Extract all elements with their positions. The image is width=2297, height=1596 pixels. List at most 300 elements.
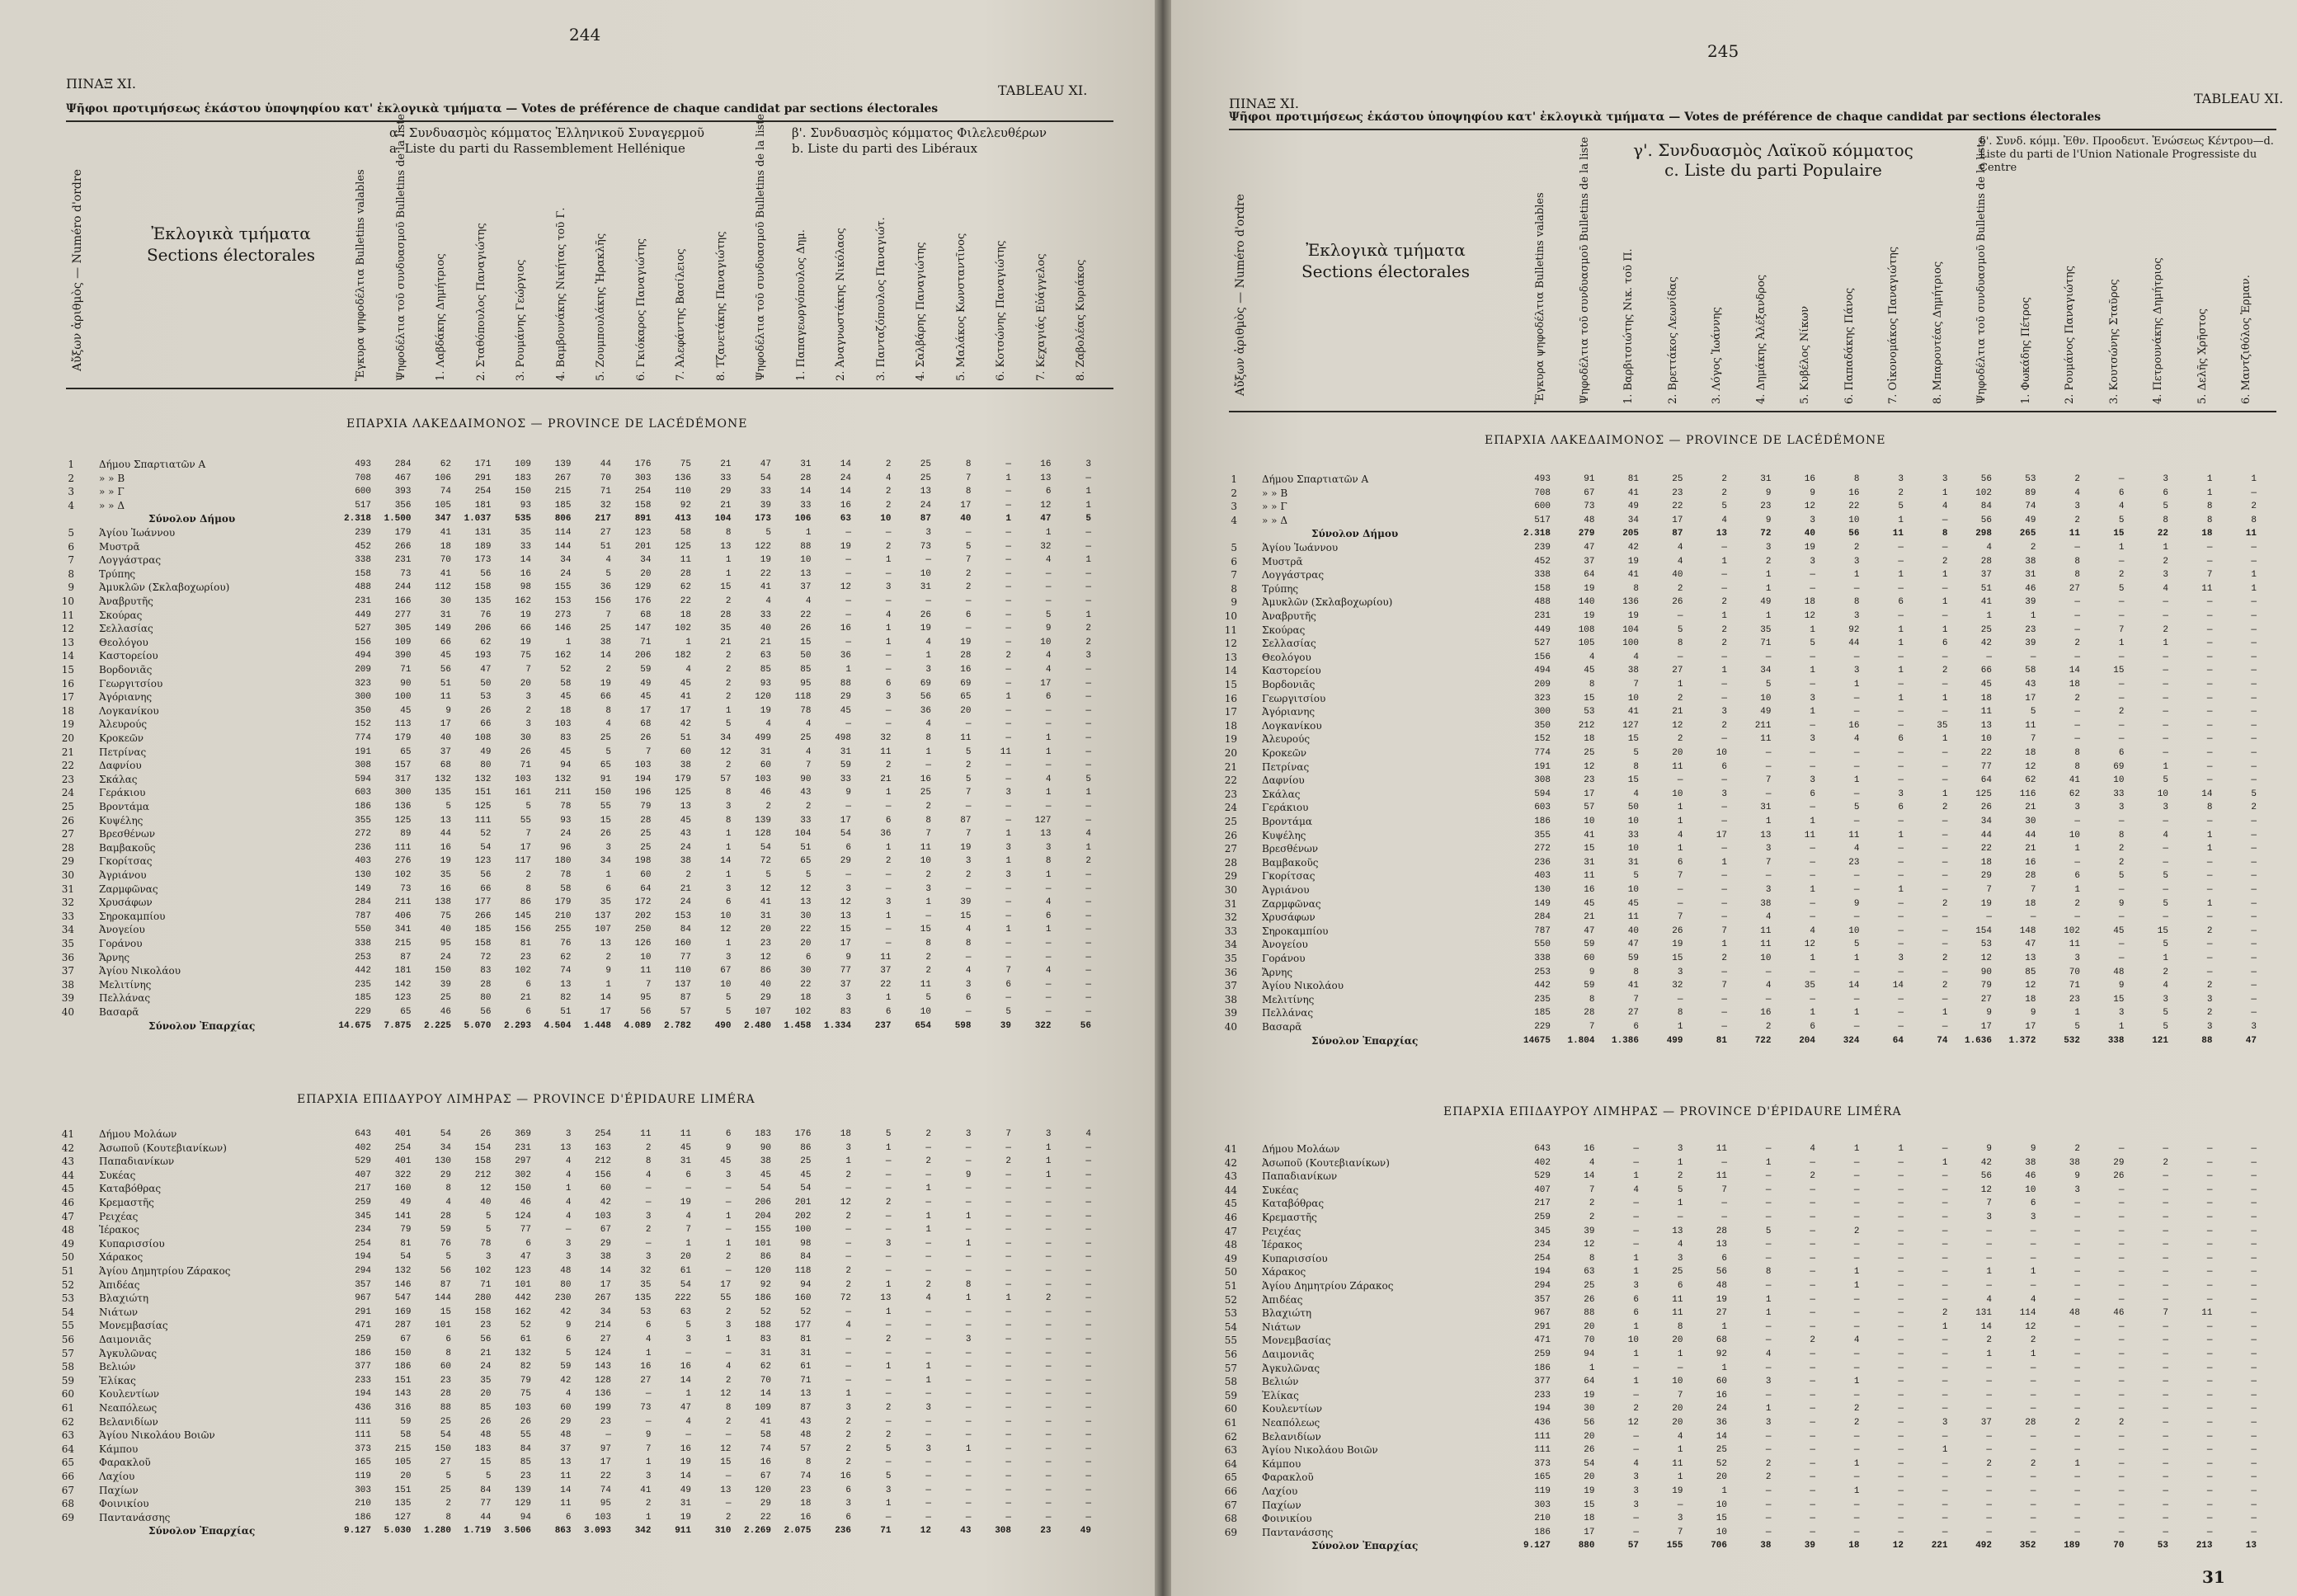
cell-value: 16 [840, 624, 851, 634]
cell-value: 5 [2163, 871, 2168, 882]
cell-value: 91 [1584, 474, 1595, 484]
cell-value: — [1810, 583, 1815, 594]
cell-value: 70 [2113, 1541, 2125, 1551]
section-name: Ἐλίκας [99, 1374, 136, 1386]
cell-value: 210 [554, 911, 572, 921]
cell-value: 65 [400, 1007, 412, 1017]
cell-value: 1 [565, 1184, 572, 1194]
cell-value: 3 [725, 883, 732, 894]
row-number: 18 [61, 704, 74, 717]
cell-value: 19 [1584, 1486, 1595, 1496]
cell-value: 1.500 [384, 514, 412, 525]
cell-value: 148 [2019, 925, 2036, 936]
cell-value: 28 [1584, 1008, 1595, 1019]
row-number: 48 [61, 1224, 74, 1236]
cell-value: 5 [1765, 1226, 1772, 1236]
cell-value: — [2074, 1335, 2080, 1346]
cell-value: 2 [885, 1198, 892, 1208]
cell-value: 41 [760, 582, 771, 593]
cell-value: 3 [645, 1211, 652, 1222]
cell-value: — [965, 1512, 972, 1523]
cell-value: — [1898, 680, 1904, 690]
cell-value: — [2251, 1527, 2257, 1537]
cell-value: 8 [2118, 830, 2125, 840]
cell-value: — [845, 528, 851, 538]
cell-value: 3 [2206, 994, 2213, 1005]
cell-value: 253 [1534, 967, 1551, 977]
section-name: Πελλάνας [99, 992, 151, 1005]
row-number: 31 [1224, 897, 1237, 910]
sections-title-fr: Sections électorales [146, 245, 316, 265]
cell-value: 74 [760, 1443, 771, 1454]
cell-value: 47 [2245, 1035, 2257, 1046]
cell-value: 49 [640, 678, 652, 689]
cell-value: 38 [680, 856, 691, 867]
cell-value: 19 [1980, 898, 1992, 909]
cell-value: 58 [560, 678, 572, 689]
cell-value: 233 [1534, 1390, 1551, 1401]
cell-value: 130 [1534, 885, 1551, 895]
cell-value: 4 [2030, 1294, 2036, 1305]
cell-value: — [1005, 802, 1011, 812]
cell-value: 1 [1853, 570, 1860, 581]
cell-value: 2 [725, 678, 732, 689]
cell-value: 2 [2163, 556, 2168, 567]
cell-value: — [2163, 1377, 2168, 1387]
province-title: ΕΠΑΡΧΙΑ ΕΠΙΔΑΥΡΟΥ ΛΙΜΗΡΑΣ — PROVINCE D'ÉPIDAURE LIMÉRA [297, 1093, 755, 1106]
cell-value: 129 [515, 1499, 531, 1509]
row-number: 57 [61, 1347, 74, 1359]
cell-value: — [1942, 761, 1948, 772]
cell-value: — [1898, 1184, 1904, 1195]
cell-value: — [1942, 817, 1948, 826]
cell-value: 3 [885, 1485, 892, 1495]
cell-value: — [1942, 1404, 1948, 1415]
cell-value: — [1085, 815, 1091, 826]
cell-value: — [1810, 1418, 1815, 1428]
cell-value: 2 [2251, 803, 2257, 813]
cell-value: 6 [885, 1007, 892, 1017]
cell-value: 6 [645, 1321, 652, 1331]
cell-value: 9 [2118, 981, 2125, 991]
cell-value: 3 [645, 1471, 652, 1481]
cell-value: 239 [355, 528, 371, 538]
cell-value: — [1085, 1252, 1091, 1263]
cell-value: 1 [1765, 1294, 1772, 1305]
cell-value: 21 [760, 637, 771, 647]
cell-value: 87 [680, 993, 691, 1004]
cell-value: — [1721, 898, 1727, 909]
cell-value: 1 [725, 842, 732, 853]
folio-number: 31 [2202, 1567, 2225, 1587]
cell-value: 1 [1810, 624, 1815, 635]
cell-value: 494 [1534, 666, 1551, 676]
cell-value: — [1942, 967, 1948, 977]
cell-value: 22 [1980, 748, 1992, 758]
cell-value: 54 [760, 842, 771, 853]
cell-value: 1 [1810, 666, 1815, 676]
cell-value: 3 [685, 1335, 691, 1344]
cell-value: 4 [1045, 774, 1052, 784]
cell-value: 65 [960, 692, 972, 703]
cell-value: 402 [355, 1142, 371, 1153]
cell-value: 20 [1672, 748, 1683, 758]
cell-value: 13 [720, 541, 732, 552]
cell-value: 11 [880, 952, 892, 963]
cell-value: — [885, 1211, 892, 1222]
cell-value: — [2118, 1281, 2125, 1291]
cell-value: 150 [394, 1348, 412, 1358]
cell-value: 6 [1677, 857, 1683, 868]
row-number: 47 [1224, 1225, 1237, 1237]
cell-value: 1 [2030, 611, 2036, 621]
cell-value: 2 [525, 705, 531, 716]
cell-value: 14 [1892, 981, 1904, 991]
cell-value: 102 [1975, 487, 1992, 498]
cell-value: — [2163, 720, 2168, 731]
column-header: 4. Βαμβουνάκης Νικήτας τοῦ Γ. [554, 207, 567, 381]
row-number: 17 [1224, 706, 1237, 718]
cell-value: 5 [2030, 707, 2036, 718]
cell-value: 143 [394, 1389, 412, 1400]
cell-value: 7 [1765, 775, 1772, 786]
cell-value: — [2030, 652, 2036, 662]
row-number: 37 [61, 965, 74, 977]
cell-value: — [2251, 1377, 2257, 1387]
cell-value: 1 [885, 1499, 892, 1509]
cell-value: 1 [1853, 775, 1860, 786]
cell-value: 60 [760, 760, 771, 771]
cell-value: 150 [515, 487, 531, 497]
row-number: 21 [1224, 760, 1237, 773]
cell-value: — [1045, 1499, 1052, 1509]
cell-value: — [725, 1430, 732, 1441]
cell-value: 2 [1942, 953, 1948, 963]
cell-value: 117 [515, 856, 531, 867]
cell-value: 108 [474, 733, 492, 743]
cell-value: — [1853, 1431, 1860, 1442]
cell-value: 28 [800, 473, 812, 483]
cell-value: 297 [515, 1156, 531, 1167]
cell-value: 43 [800, 788, 812, 798]
cell-value: 350 [1534, 720, 1551, 731]
cell-value: 8 [645, 1156, 652, 1167]
cell-value: 74 [600, 1485, 611, 1495]
cell-value: — [1005, 1279, 1011, 1290]
cell-value: — [1677, 652, 1683, 662]
cell-value: — [2163, 680, 2168, 690]
cell-value: — [885, 719, 892, 730]
cell-value: — [1853, 1390, 1860, 1401]
cell-value: 2 [925, 1156, 931, 1167]
cell-value: 95 [440, 939, 451, 949]
cell-value: 11 [1716, 1144, 1727, 1154]
cell-value: 1 [1085, 555, 1091, 566]
cell-value: 90 [400, 678, 412, 689]
cell-value: 202 [794, 1211, 812, 1222]
cell-value: 37 [1584, 556, 1595, 567]
column-header: 6. Κοτσώνης Παναγιώτης [995, 240, 1007, 381]
cell-value: 1 [2251, 570, 2257, 581]
section-name: Σύνολον Ἐπαρχίας [1311, 1034, 1419, 1047]
row-number: 19 [1224, 733, 1237, 746]
cell-value: 56 [480, 1335, 492, 1344]
cell-value: 4 [765, 719, 771, 730]
cell-value: — [2163, 597, 2168, 608]
section-name: Παπαδιανίκων [99, 1156, 175, 1168]
cell-value: — [2206, 885, 2213, 895]
cell-value: 85 [480, 1403, 492, 1413]
cell-value: 1 [1005, 692, 1011, 703]
cell-value: 83 [480, 966, 492, 977]
cell-value: 74 [800, 1471, 812, 1481]
cell-value: 105 [435, 500, 451, 511]
cell-value: 6 [605, 883, 611, 894]
cell-value: — [1085, 802, 1091, 812]
cell-value: 5 [445, 1471, 451, 1481]
section-name: Δήμου Σπαρτιατῶν Α [1262, 473, 1369, 485]
cell-value: 7 [1677, 912, 1683, 923]
cell-value: 211 [1754, 720, 1772, 731]
column-header: 5. Κυβέλος Νίκων [1799, 306, 1811, 404]
cell-value: 4 [2118, 501, 2125, 512]
cell-value: — [1810, 871, 1815, 882]
cell-value: 253 [355, 952, 371, 963]
cell-value: 81 [1627, 474, 1639, 484]
cell-value: — [1085, 1499, 1091, 1509]
cell-value: — [1986, 1499, 1992, 1510]
cell-value: 254 [1534, 1253, 1551, 1264]
cell-value: 1 [885, 1142, 892, 1153]
cell-value: 2 [1721, 487, 1727, 498]
cell-value: — [1810, 1253, 1815, 1264]
cell-value: 63 [1584, 1267, 1595, 1278]
row-number: 20 [61, 732, 74, 744]
cell-value: 81 [800, 1335, 812, 1344]
cell-value: — [1853, 789, 1860, 799]
section-name: Ἀναβρυτῆς [1262, 610, 1316, 622]
column-header: 2. Σταθόπουλος Παναγιώτης [474, 223, 487, 381]
cell-value: 6 [2118, 487, 2125, 498]
cell-value: 11 [920, 842, 931, 853]
cell-value: — [1853, 583, 1860, 594]
row-number: 48 [1224, 1239, 1237, 1251]
sections-title [1262, 239, 1509, 282]
cell-value: 81 [520, 939, 531, 949]
cell-value: — [885, 1184, 892, 1194]
cell-value: 10 [1716, 1527, 1727, 1537]
row-number: 20 [1224, 747, 1237, 759]
cell-value: — [1677, 885, 1683, 895]
cell-value: — [1045, 1348, 1052, 1358]
cell-value: — [725, 1184, 732, 1194]
section-name: Γεωργιτσίου [1262, 692, 1326, 704]
cell-value: 300 [1534, 707, 1551, 718]
cell-value: — [2163, 1321, 2168, 1332]
cell-value: — [2074, 543, 2080, 553]
cell-value: 2 [2030, 1335, 2036, 1346]
cell-value: 3 [2074, 501, 2080, 512]
cell-value: — [1942, 1198, 1948, 1209]
cell-value: 89 [2025, 487, 2036, 498]
cell-value: 17 [640, 705, 652, 716]
party-a-header [389, 125, 704, 157]
cell-value: 14 [800, 487, 812, 497]
page-number: 245 [1707, 41, 1739, 61]
cell-value: 9.127 [1523, 1541, 1551, 1551]
cell-value: 4 [1942, 501, 1948, 512]
cell-value: 58 [400, 1430, 412, 1441]
cell-value: — [1942, 1281, 1948, 1291]
cell-value: 8 [1765, 1267, 1772, 1278]
cell-value: — [1085, 1471, 1091, 1481]
row-number: 30 [61, 869, 74, 881]
row-number: 10 [1224, 610, 1237, 622]
cell-value: 338 [1534, 953, 1551, 963]
cell-value: — [1721, 570, 1727, 581]
section-name: Ἀπιδέας [1262, 1293, 1303, 1306]
cell-value: 43 [2025, 680, 2036, 690]
cell-value: 206 [634, 651, 652, 661]
party-b-gr: β'. Συνδυασμὸς κόμματος Φιλελευθέρων [792, 125, 1047, 140]
cell-value: 108 [1578, 624, 1595, 635]
cell-value: 45 [560, 746, 572, 757]
section-name: Νιάτων [99, 1306, 139, 1318]
cell-value: 1 [1721, 556, 1727, 567]
cell-value: — [2118, 1431, 2125, 1442]
cell-value: 3 [1677, 967, 1683, 977]
cell-value: 6 [1045, 692, 1052, 703]
cell-value: — [1898, 1157, 1904, 1168]
cell-value: — [1898, 1404, 1904, 1415]
cell-value: 25 [920, 459, 931, 469]
cell-value: 38 [680, 760, 691, 771]
cell-value: 199 [595, 1403, 611, 1413]
cell-value: — [1085, 1142, 1091, 1153]
cell-value: 12 [1627, 1418, 1639, 1428]
cell-value: 149 [1534, 898, 1551, 909]
cell-value: — [1085, 1362, 1091, 1372]
cell-value: 8 [925, 939, 931, 949]
cell-value: 72 [480, 952, 492, 963]
row-number: 23 [1224, 788, 1237, 800]
province-title: ΕΠΑΡΧΙΑ ΛΑΚΕΔΑΙΜΟΝΟΣ — PROVINCE DE LACÉDÉMONE [1485, 434, 1886, 447]
row-number: 17 [61, 691, 74, 704]
row-number: 34 [1224, 939, 1237, 951]
section-name: Βρεσθένων [99, 828, 156, 840]
cell-value: — [925, 1170, 931, 1180]
cell-value: 2 [1045, 1293, 1052, 1304]
cell-value: — [925, 1430, 931, 1441]
cell-value: 110 [675, 966, 691, 977]
cell-value: 774 [1534, 748, 1551, 758]
cell-value: 8 [725, 815, 732, 826]
cell-value: 98 [800, 1238, 812, 1249]
cell-value: 2 [845, 1211, 851, 1222]
cell-value: — [2206, 1184, 2213, 1195]
cell-value: 3 [725, 952, 732, 963]
cell-value: 34 [1980, 817, 1992, 826]
cell-value: 488 [1534, 597, 1551, 608]
cell-value: 29 [840, 692, 851, 703]
cell-value: 2 [2118, 1418, 2125, 1428]
cell-value: 4 [765, 596, 771, 606]
cell-value: 1 [1898, 1144, 1904, 1154]
column-header: 5. Δελῆς Χρῆστος [2196, 308, 2209, 404]
cell-value: 6 [965, 610, 972, 620]
cell-value: 14 [2201, 789, 2213, 799]
cell-value: — [2118, 1390, 2125, 1401]
row-number: 9 [68, 581, 74, 594]
cell-value: 24 [840, 473, 851, 483]
cell-value: — [2118, 1335, 2125, 1346]
cell-value: 19 [1584, 611, 1595, 621]
cell-value: — [1942, 1144, 1948, 1154]
cell-value: 31 [1627, 857, 1639, 868]
cell-value: 10 [720, 911, 732, 921]
row-number: 59 [1224, 1389, 1237, 1401]
cell-value: 92 [1716, 1349, 1727, 1359]
cell-value: 1 [1853, 1458, 1860, 1469]
cell-value: 38 [1760, 1541, 1772, 1551]
cell-value: 23 [760, 939, 771, 949]
cell-value: 221 [1931, 1541, 1948, 1551]
cell-value: 19 [760, 705, 771, 716]
cell-value: — [1085, 1335, 1091, 1344]
cell-value: 1 [1633, 1377, 1639, 1387]
cell-value: 92 [1848, 624, 1860, 635]
section-name: Λογγάστρας [99, 554, 162, 567]
cell-value: 5 [1721, 501, 1727, 512]
cell-value: — [1005, 1457, 1011, 1468]
cell-value: 37 [800, 582, 812, 593]
row-number: 69 [1224, 1526, 1237, 1538]
cell-value: — [845, 1238, 851, 1249]
cell-value: 19 [680, 1457, 691, 1468]
cell-value: — [2074, 1321, 2080, 1332]
cell-value: 4 [1765, 1349, 1772, 1359]
cell-value: — [1765, 1445, 1772, 1456]
cell-value: 3 [925, 1443, 931, 1454]
cell-value: 5 [2163, 1008, 2168, 1019]
cell-value: — [1045, 802, 1052, 812]
cell-value: 12 [1980, 1184, 1992, 1195]
cell-value: — [1942, 1486, 1948, 1496]
cell-value: 52 [1716, 1458, 1727, 1469]
cell-value: 6 [845, 1512, 851, 1523]
cell-value: 13 [600, 939, 611, 949]
cell-value: 1 [1677, 1022, 1683, 1032]
cell-value: — [1005, 637, 1011, 647]
section-name: Δαιμονιᾶς [99, 1334, 152, 1345]
cell-value: — [2118, 1144, 2125, 1154]
cell-value: 206 [755, 1198, 771, 1208]
section-name: Βελανιδίων [1262, 1430, 1321, 1443]
cell-value: — [1085, 870, 1091, 880]
cell-value: 15 [1627, 734, 1639, 745]
cell-value: 3 [925, 665, 931, 675]
cell-value: 7 [1765, 857, 1772, 868]
cell-value: 5 [2163, 1022, 2168, 1032]
cell-value: — [1810, 1514, 1815, 1524]
cell-value: 12 [1584, 761, 1595, 772]
cell-value: 2 [925, 1129, 931, 1139]
cell-value: 110 [675, 487, 691, 497]
cell-value: 5 [805, 870, 812, 880]
cell-value: — [1810, 898, 1815, 909]
cell-value: — [2251, 830, 2257, 840]
cell-value: 4 [565, 1156, 572, 1167]
